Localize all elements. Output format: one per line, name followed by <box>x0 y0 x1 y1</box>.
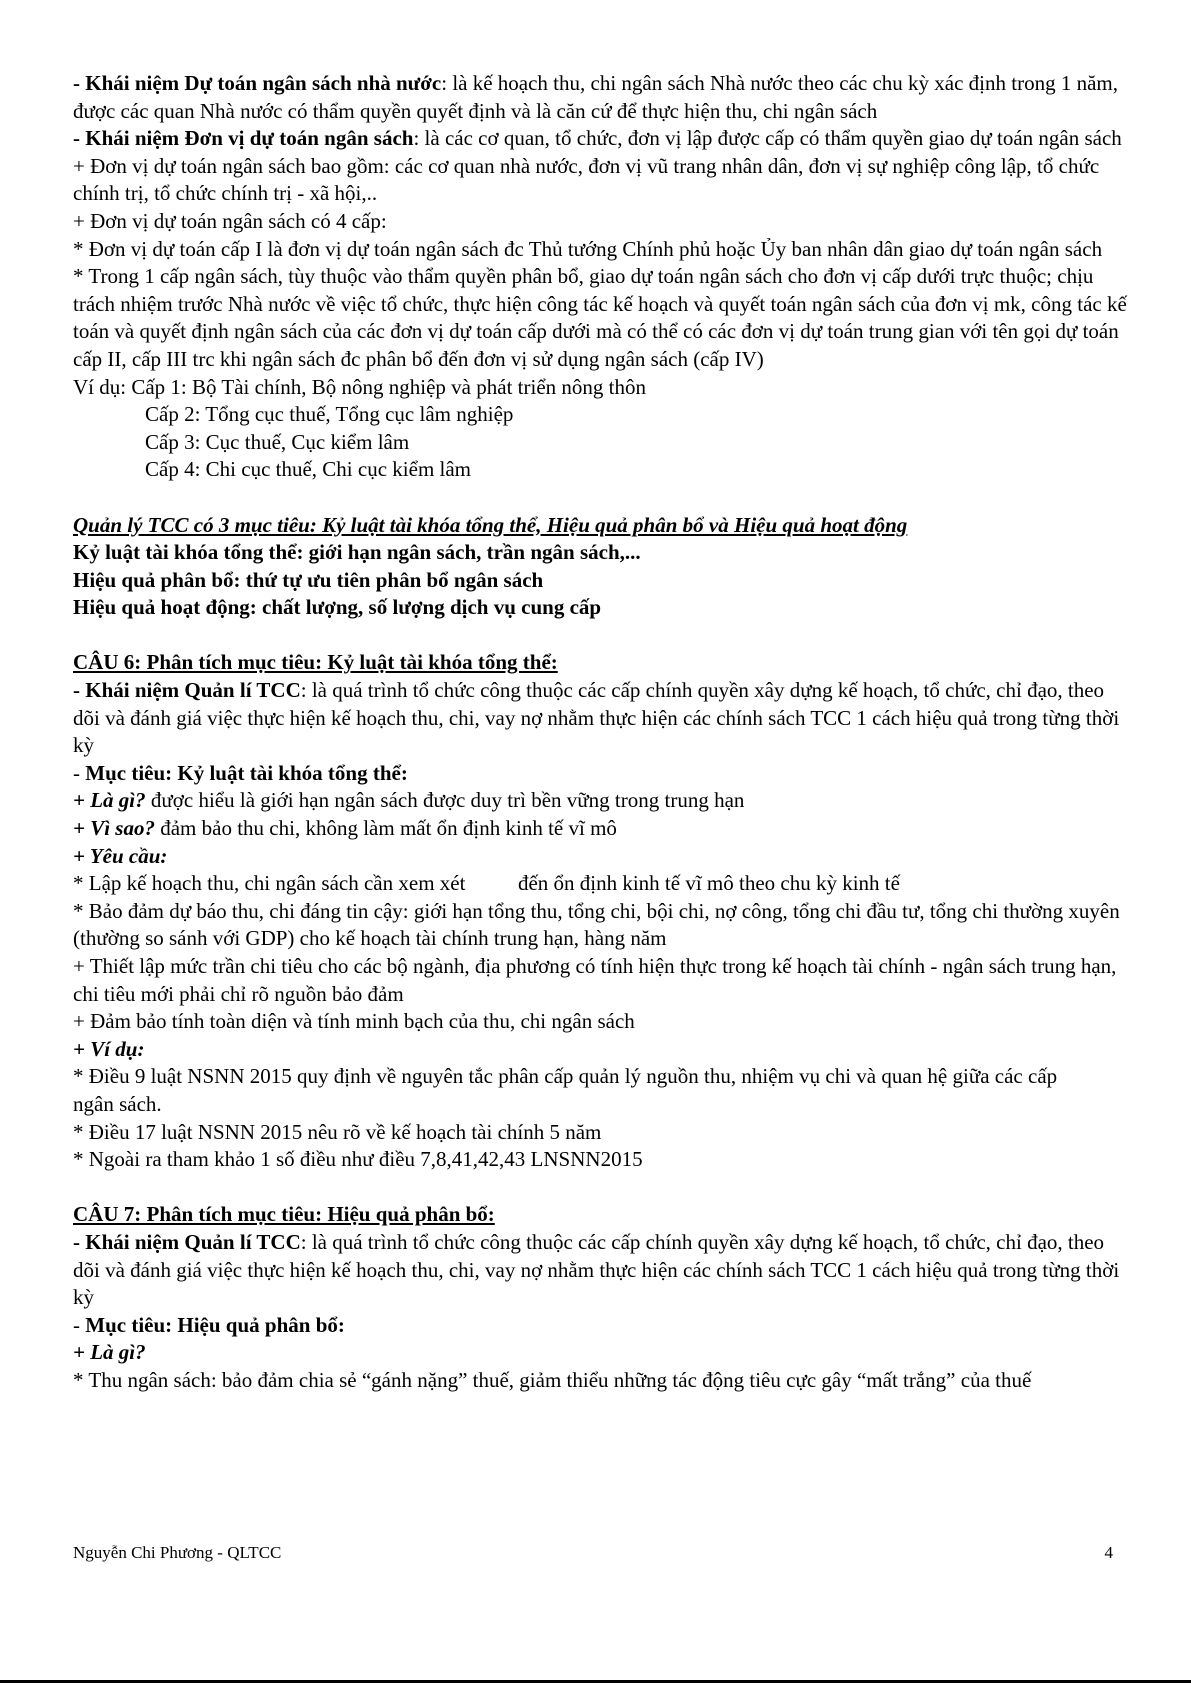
paragraph-revenue-burden: * Thu ngân sách: bảo đảm chia sẻ “gánh nặng” thuế, giảm thiểu những tác động tiêu cực gây “mất trắng” của thuế <box>73 1367 1032 1392</box>
example-level-1: Ví dụ: Cấp 1: Bộ Tài chính, Bộ nông nghiệp và phát triển nông thôn <box>73 374 646 399</box>
page-number: 4 <box>1104 1543 1113 1562</box>
heading-question-7: CÂU 7: Phân tích mục tiêu: Hiệu quả phân bổ: <box>73 1202 495 1227</box>
paragraph-why <box>73 815 1133 843</box>
paragraph-level-hierarchy: * Trong 1 cấp ngân sách, tùy thuộc vào thẩm quyền phân bổ, giao dự toán ngân sách cho đơn vị cấp dưới trực thuộc; chịu trách nhiệm trước Nhà nước về việc tổ chức, thực hiện công tác kế hoạch và quyết toán ngân sách của đơn vị mk, công tác kế toán và quyết định ngân sách của các đơn vị dự toán cấp dưới mà có thể có các đơn vị dự toán trung gian với tên gọi dự toán cấp II, cấp III trc khi ngân sách đc phân bổ đến đơn vị sử dụng ngân sách (cấp IV) <box>73 264 1127 371</box>
requirement-2: * Bảo đảm dự báo thu, chi đáng tin cậy: giới hạn tổng thu, tổng chi, bội chi, nợ công, tổng chi đầu tư, tổng chi thường xuyên (thường so sánh với GDP) cho kế hoạch tài chính trung hạn, hàng năm <box>73 898 1120 951</box>
requirement-3: + Thiết lập mức trần chi tiêu cho các bộ ngành, địa phương có tính hiện thực trong kế hoạch tài chính - ngân sách trung hạn, chi tiêu mới phải chỉ rõ nguồn bảo đảm <box>73 954 1117 1006</box>
requirement-4: + Đảm bảo tính toàn diện và tính minh bạch của thu, chi ngân sách <box>73 1009 635 1034</box>
why-text: đảm bảo thu chi, không làm mất ổn định kinh tế vĩ mô <box>154 816 617 841</box>
paragraph-qltcc-definition-2 <box>73 1229 1133 1312</box>
what-label-2: + Là gì? <box>73 1340 146 1365</box>
paragraph-qltcc-definition <box>73 677 1133 760</box>
definition-text: : là kế hoạch thu, chi ngân sách Nhà nước theo các chu kỳ xác định trong 1 năm, được các quan Nhà nước có thẩm quyền quyết định và là căn cứ để thực hiện thu, chi ngân sách <box>73 71 1119 123</box>
paragraph-level-one: * Đơn vị dự toán cấp I là đơn vị dự toán ngân sách đc Thủ tướng Chính phủ hoặc Ủy ban nhân dân giao dự toán ngân sách <box>73 236 1103 261</box>
example-level-3: Cấp 3: Cục thuế, Cục kiểm lâm <box>145 429 410 454</box>
spacer <box>73 622 1133 650</box>
goal-label: Mục tiêu: Kỷ luật tài khóa tổng thể: <box>85 760 408 785</box>
examples-label: + Ví dụ: <box>73 1036 145 1061</box>
dash: - <box>73 760 86 785</box>
spacer <box>73 1174 1133 1202</box>
goal-allocative-efficiency: Hiệu quả phân bổ: thứ tự ưu tiên phân bổ ngân sách <box>73 567 544 592</box>
paragraph-budget-unit-definition <box>73 125 1133 153</box>
term-label: - Khái niệm Dự toán ngân sách nhà nước <box>73 71 442 95</box>
heading-three-goals: Quản lý TCC có 3 mục tiêu: Kỷ luật tài khóa tổng thể, Hiệu quả phân bổ và Hiệu quả hoạt động <box>73 512 908 537</box>
paragraph-budget-unit-levels: + Đơn vị dự toán ngân sách có 4 cấp: <box>73 208 387 233</box>
term-label: - Khái niệm Quản lí TCC <box>73 1229 301 1254</box>
paragraph-goal-label <box>73 760 1133 788</box>
definition-text: : là quá trình tổ chức công thuộc các cấp chính quyền xây dựng kế hoạch, tổ chức, chỉ đạo, theo dõi và đánh giá việc thực hiện kế hoạch thu, chi, vay nợ nhằm thực hiện các chính sách TCC 1 cách hiệu quả trong từng thời kỳ <box>73 678 1120 758</box>
requirements-label: + Yêu cầu: <box>73 843 168 868</box>
heading-question-6: CÂU 6: Phân tích mục tiêu: Kỷ luật tài khóa tổng thể: <box>73 650 558 675</box>
term-label: - Khái niệm Quản lí TCC <box>73 678 301 703</box>
example-article-17: * Điều 17 luật NSNN 2015 nêu rõ về kế hoạch tài chính 5 năm <box>73 1119 602 1144</box>
spacer <box>73 484 1133 512</box>
footer-author: Nguyễn Chi Phương - QLTCC <box>73 1543 282 1562</box>
what-text: được hiểu là giới hạn ngân sách được duy trì bền vững trong trung hạn <box>145 788 745 813</box>
paragraph-what-is <box>73 787 1133 815</box>
page-bottom-border <box>0 1680 1191 1683</box>
definition-text: : là các cơ quan, tổ chức, đơn vị lập được cấp có thẩm quyền giao dự toán ngân sách <box>413 126 1122 151</box>
term-label: - Khái niệm Đơn vị dự toán ngân sách <box>73 126 414 151</box>
goal-fiscal-discipline: Kỷ luật tài khóa tổng thể: giới hạn ngân sách, trần ngân sách,... <box>73 540 641 565</box>
requirement-1: * Lập kế hoạch thu, chi ngân sách cần xem xét đến ổn định kinh tế vĩ mô theo chu kỳ kinh tế <box>73 871 900 896</box>
why-label: + Vì sao? <box>73 816 155 841</box>
what-label: + Là gì? <box>73 788 146 813</box>
dash: - <box>73 1312 86 1337</box>
paragraph-budget-unit-members: + Đơn vị dự toán ngân sách bao gồm: các cơ quan nhà nước, đơn vị vũ trang nhân dân, đơn vị sự nghiệp công lập, tổ chức chính trị, tổ chức chính trị - xã hội,.. <box>73 153 1100 206</box>
example-article-9: * Điều 9 luật NSNN 2015 quy định về nguyên tắc phân cấp quản lý nguồn thu, nhiệm vụ chi và quan hệ giữa các cấp ngân sách. <box>73 1064 1058 1116</box>
example-other-articles: * Ngoài ra tham khảo 1 số điều như điều 7,8,41,42,43 LNSNN2015 <box>73 1147 643 1172</box>
goal-label: Mục tiêu: Hiệu quả phân bổ: <box>85 1312 345 1337</box>
definition-text: : là quá trình tổ chức công thuộc các cấp chính quyền xây dựng kế hoạch, tổ chức, chỉ đạo, theo dõi và đánh giá việc thực hiện kế hoạch thu, chi, vay nợ nhằm thực hiện các chính sách TCC 1 cách hiệu quả trong từng thời kỳ <box>73 1229 1120 1310</box>
example-level-2: Cấp 2: Tổng cục thuế, Tổng cục lâm nghiệp <box>145 402 514 427</box>
example-level-4: Cấp 4: Chi cục thuế, Chi cục kiểm lâm <box>145 457 472 482</box>
page-footer <box>73 1543 1113 1563</box>
document-body <box>73 70 1133 1395</box>
goal-operational-efficiency: Hiệu quả hoạt động: chất lượng, số lượng dịch vụ cung cấp <box>73 595 602 620</box>
paragraph-goal-label-2 <box>73 1312 1133 1340</box>
paragraph-budget-estimate-definition <box>73 70 1133 125</box>
